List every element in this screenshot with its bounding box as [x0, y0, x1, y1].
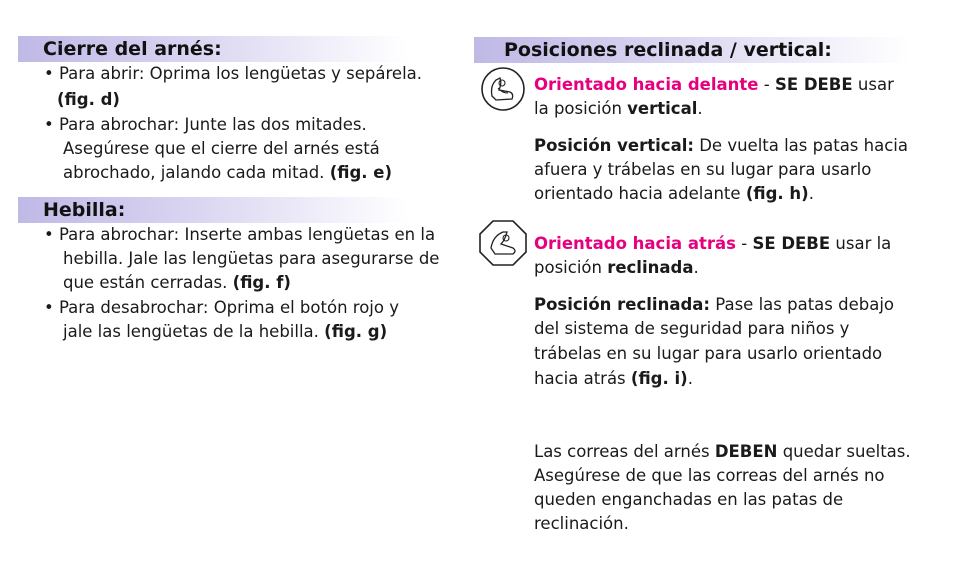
forward-line-2: la posición vertical.: [534, 99, 703, 118]
closure-heading: Cierre del arnés:: [18, 36, 408, 62]
rear-line-1: Orientado hacia atrás - SE DEBE usar la: [534, 234, 892, 253]
forward-line-1: Orientado hacia delante - SE DEBE usar: [534, 75, 894, 94]
positions-heading: Posiciones reclinada / vertical:: [474, 37, 910, 63]
rear-facing-seat-icon: [477, 218, 529, 268]
buckle-bullet-release-l2: jale las lengüetas de la hebilla. (fig. g): [63, 322, 388, 341]
closure-bullet-fasten: • Para abrochar: Junte las dos mitades.: [44, 115, 367, 134]
reclined-line-2: del sistema de seguridad para niños y: [534, 319, 850, 338]
straps-line-3: queden enganchadas en las patas de: [534, 490, 844, 509]
vertical-line-2: afuera y trábelas en su lugar para usarlo: [534, 160, 872, 179]
closure-bullet-fasten-l2: Asegúrese que el cierre del arnés está: [63, 139, 380, 158]
buckle-bullet-fasten-l2: hebilla. Jale las lengüetas para asegurarse de: [63, 249, 440, 268]
vertical-line-1: Posición vertical: De vuelta las patas hacia: [534, 136, 908, 155]
buckle-heading: Hebilla:: [18, 197, 408, 223]
closure-fig-d: (fig. d): [57, 90, 120, 109]
vertical-line-3: orientado hacia adelante (fig. h).: [534, 184, 814, 203]
buckle-bullet-fasten-l3: que están cerradas. (fig. f): [63, 273, 291, 292]
closure-bullet-open: • Para abrir: Oprima los lengüetas y sepárela.: [44, 64, 423, 83]
rear-line-2: posición reclinada.: [534, 258, 699, 277]
buckle-bullet-fasten: • Para abrochar: Inserte ambas lengüetas en la: [44, 225, 436, 244]
straps-line-4: reclinación.: [534, 514, 629, 533]
straps-line-2: Asegúrese de que las correas del arnés no: [534, 466, 885, 485]
reclined-line-4: hacia atrás (fig. i).: [534, 369, 693, 388]
reclined-line-3: trábelas en su lugar para usarlo orientado: [534, 344, 883, 363]
reclined-line-1: Posición reclinada: Pase las patas debajo: [534, 295, 895, 314]
buckle-bullet-release: • Para desabrochar: Oprima el botón rojo y: [44, 298, 399, 317]
straps-line-1: Las correas del arnés DEBEN quedar sueltas.: [534, 442, 911, 461]
forward-facing-seat-icon: [478, 66, 528, 112]
closure-bullet-fasten-l3: abrochado, jalando cada mitad. (fig. e): [63, 163, 393, 182]
